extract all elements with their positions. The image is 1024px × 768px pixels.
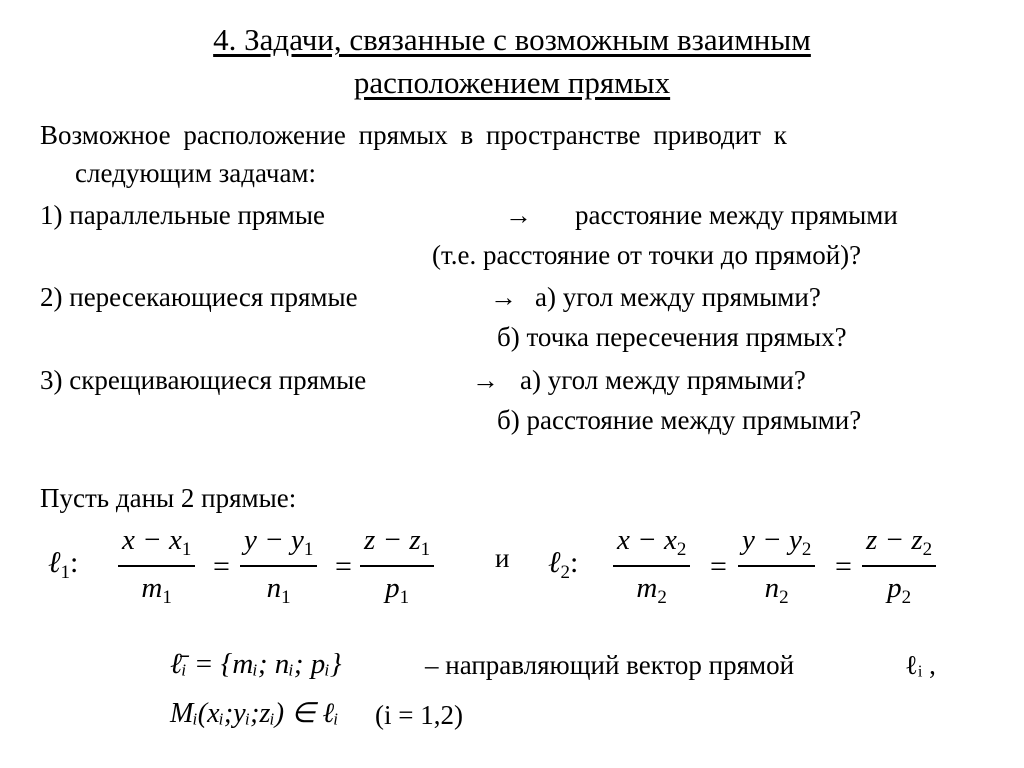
intro-line-1: Возможное расположение прямых в пространстве приводит к: [40, 120, 787, 150]
item-1-label: 1) параллельные прямые: [40, 200, 326, 230]
conjunction: и: [495, 543, 510, 573]
fraction: [240, 525, 317, 609]
denominator: $m_2$: [636, 571, 667, 608]
item-2-task-1: а) угол между прямыми?: [535, 282, 821, 312]
numerator: $y - y_1$: [244, 524, 314, 560]
arrow-icon: →: [505, 200, 532, 230]
equals-sign: =: [213, 550, 230, 583]
numerator: $z - z_1$: [364, 524, 431, 560]
item-3-label: 3) скрещивающиеся прямые: [40, 365, 367, 395]
fraction: [862, 525, 936, 609]
item-3-task-2: б) расстояние между прямыми?: [497, 405, 862, 435]
item-1-task-2: (т.е. расстояние от точки до прямой)?: [432, 240, 862, 270]
fraction-bar: [240, 565, 317, 567]
fraction: [738, 525, 815, 609]
item-2-label: 2) пересекающиеся прямые: [40, 282, 358, 312]
fraction-bar: [862, 565, 936, 567]
fraction: [118, 525, 195, 609]
fraction-bar: [118, 565, 195, 567]
point-index-range: (i = 1,2): [375, 700, 463, 730]
line-1-label: ℓ$_1$:: [48, 546, 79, 583]
intro-line-2: следующим задачам:: [75, 158, 317, 188]
numerator: $y - y_2$: [742, 524, 812, 560]
given-text: Пусть даны 2 прямые:: [40, 483, 297, 513]
fraction: [613, 525, 690, 609]
equals-sign: =: [710, 550, 727, 583]
denominator: $m_1$: [141, 571, 172, 608]
vector-description: – направляющий вектор прямой: [425, 650, 795, 680]
arrow-icon: →: [490, 282, 517, 312]
vector-formula: ℓ̄ᵢ = {mᵢ; nᵢ; pᵢ}: [170, 648, 342, 680]
fraction-bar: [613, 565, 690, 567]
item-1-task-1: расстояние между прямыми: [575, 200, 898, 230]
denominator: $n_1$: [266, 571, 291, 608]
title-line-1: 4. Задачи, связанные с возможным взаимным: [213, 22, 811, 57]
denominator: $p_1$: [385, 571, 410, 608]
arrow-icon: →: [472, 365, 499, 395]
numerator: $x - x_1$: [122, 524, 192, 560]
fraction: [360, 525, 434, 609]
fraction-bar: [360, 565, 434, 567]
equals-sign: =: [835, 550, 852, 583]
item-2-task-2: б) точка пересечения прямых?: [497, 322, 847, 352]
numerator: $z - z_2$: [866, 524, 933, 560]
point-formula: Mᵢ(xᵢ;yᵢ;zᵢ) ∈ ℓᵢ: [170, 698, 339, 729]
fraction-bar: [738, 565, 815, 567]
equals-sign: =: [335, 550, 352, 583]
title-line-2: расположением прямых: [353, 65, 671, 100]
numerator: $x - x_2$: [617, 524, 687, 560]
item-3-task-1: а) угол между прямыми?: [520, 365, 806, 395]
line-2-label: ℓ$_2$:: [548, 546, 579, 583]
denominator: $n_2$: [764, 571, 789, 608]
denominator: $p_2$: [887, 571, 912, 608]
vector-line-ref: ℓᵢ ,: [905, 650, 936, 680]
